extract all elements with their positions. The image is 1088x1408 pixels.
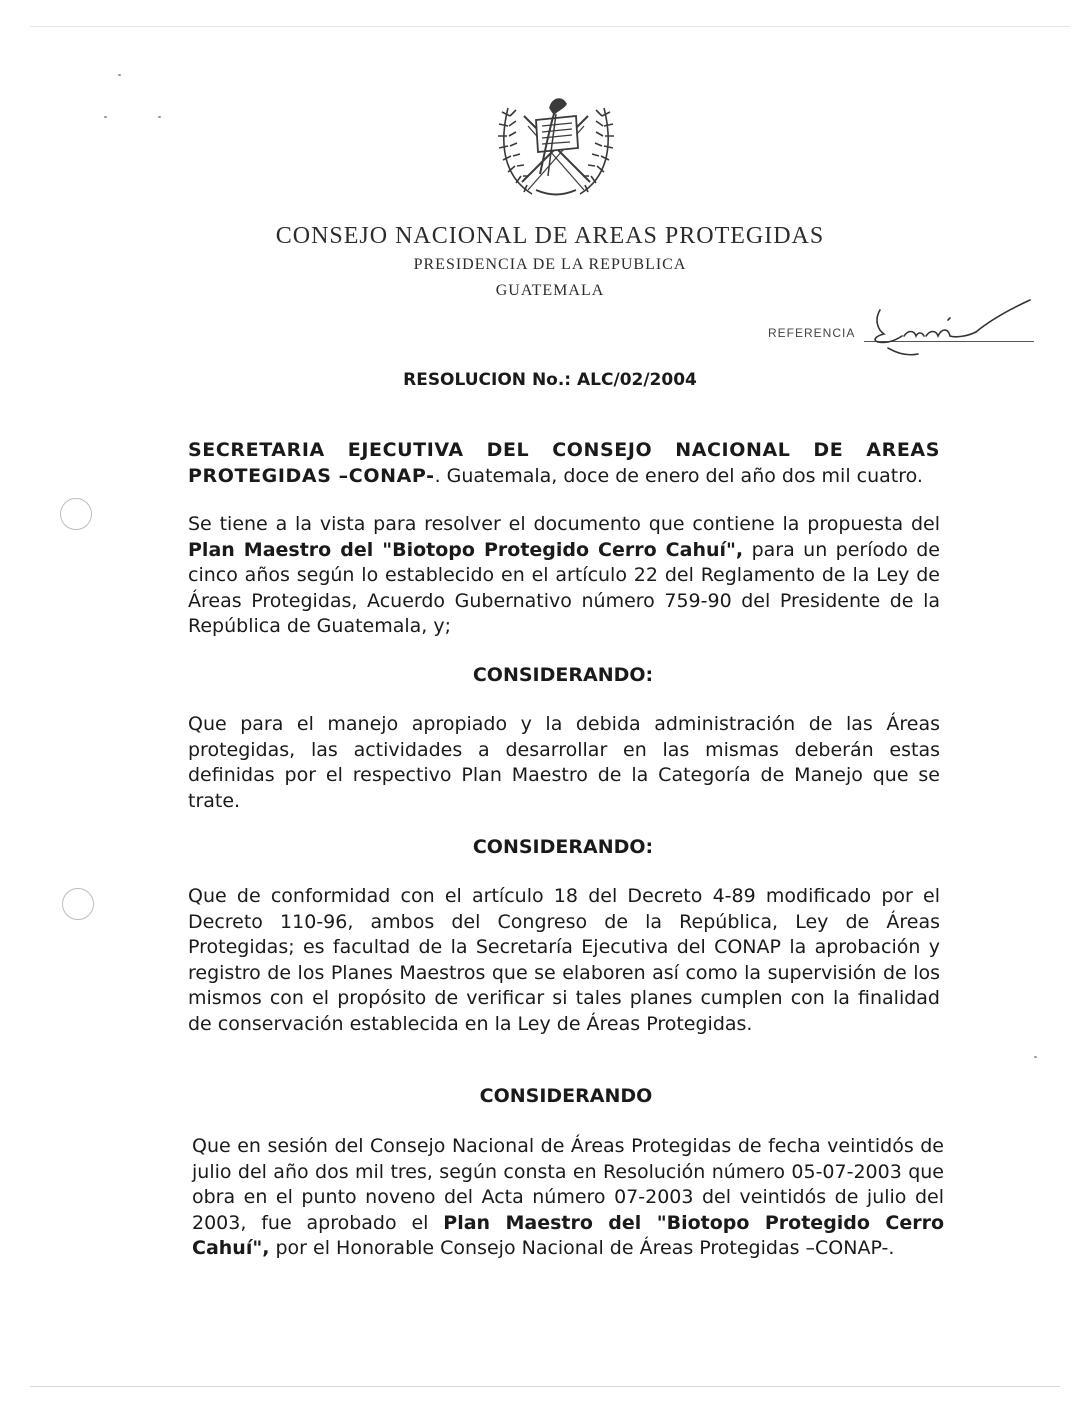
considerando-heading-2: CONSIDERANDO: — [472, 836, 654, 858]
considerando-3-intro: Que en sesión del Consejo Nacional de Áreas Protegidas de fecha veintidós de julio del año dos mil tres, según consta en Resolución número 05-07-2003 que obra en el punto noveno del Acta número 07-2003 del veintidós de julio del 2003, fue aprobado el — [192, 1135, 944, 1234]
considerando-3-rest: por el Honorable Consejo Nacional de Áreas Protegidas –CONAP-. — [269, 1237, 895, 1259]
considerando-text-2: Que de conformidad con el artículo 18 del Decreto 4-89 modificado por el Decreto 110-96, ambos del Congreso de la República, Ley de Áreas Protegidas; es facultad de la Secretaría Ejecutiva del CONAP la aprobación y registro de los Planes Maestros que se elaboren así como la supervisión de los mismos con el propósito de verificar si tales planes cumplen con la finalidad de conservación establecida en la Ley de Áreas Protegidas. — [188, 885, 940, 1035]
tiene-paragraph — [188, 512, 940, 640]
handwritten-signature — [864, 296, 1034, 376]
considerando-text-1: Que para el manejo apropiado y la debida administración de las Áreas protegidas, las actividades a desarrollar en las mismas deberán estas definidas por el respectivo Plan Maestro de la Categoría de Manejo que se trate. — [188, 713, 940, 812]
scan-edge-top — [30, 26, 1070, 27]
tiene-plan-name: Plan Maestro del "Biotopo Protegido Cerro Cahuí", — [188, 538, 744, 561]
considerando-heading-3: CONSIDERANDO — [479, 1085, 653, 1107]
coat-of-arms-seal-icon — [492, 86, 620, 204]
punch-hole-bottom — [62, 888, 94, 920]
organization-subtitle: PRESIDENCIA DE LA REPUBLICA — [413, 256, 687, 273]
considerando-heading-1: CONSIDERANDO: — [472, 664, 654, 686]
scan-speck — [1034, 1056, 1037, 1058]
secretaria-date: . Guatemala, doce de enero del año dos mil cuatro. — [434, 464, 923, 487]
considerando-3-plan-name: Plan Maestro del "Biotopo Protegido Cerro Cahuí", — [192, 1211, 945, 1259]
secretaria-paragraph — [188, 438, 940, 489]
tiene-rest: para un período de cinco años según lo establecido en el artículo 22 del Reglamento de la Ley de Áreas Protegidas, Acuerdo Gubernativo número 759-90 del Presidente de la República de Guatemala, y; — [188, 538, 940, 637]
scan-speck — [104, 116, 107, 118]
resolution-number: RESOLUCION No.: ALC/02/2004 — [403, 370, 697, 390]
punch-hole-top — [60, 498, 92, 530]
tiene-intro: Se tiene a la vista para resolver el documento que contiene la propuesta del — [188, 513, 940, 535]
considerando-text-3 — [192, 1134, 944, 1262]
organization-title: CONSEJO NACIONAL DE AREAS PROTEGIDAS — [275, 223, 825, 249]
secretaria-heading: SECRETARIA EJECUTIVA DEL CONSEJO NACIONAL DE AREAS PROTEGIDAS –CONAP- — [188, 439, 940, 487]
scan-speck — [158, 116, 161, 118]
scan-edge-bottom — [30, 1386, 1060, 1387]
organization-country: GUATEMALA — [495, 282, 605, 299]
referencia-label: REFERENCIA — [768, 326, 856, 340]
scan-speck — [118, 74, 121, 76]
